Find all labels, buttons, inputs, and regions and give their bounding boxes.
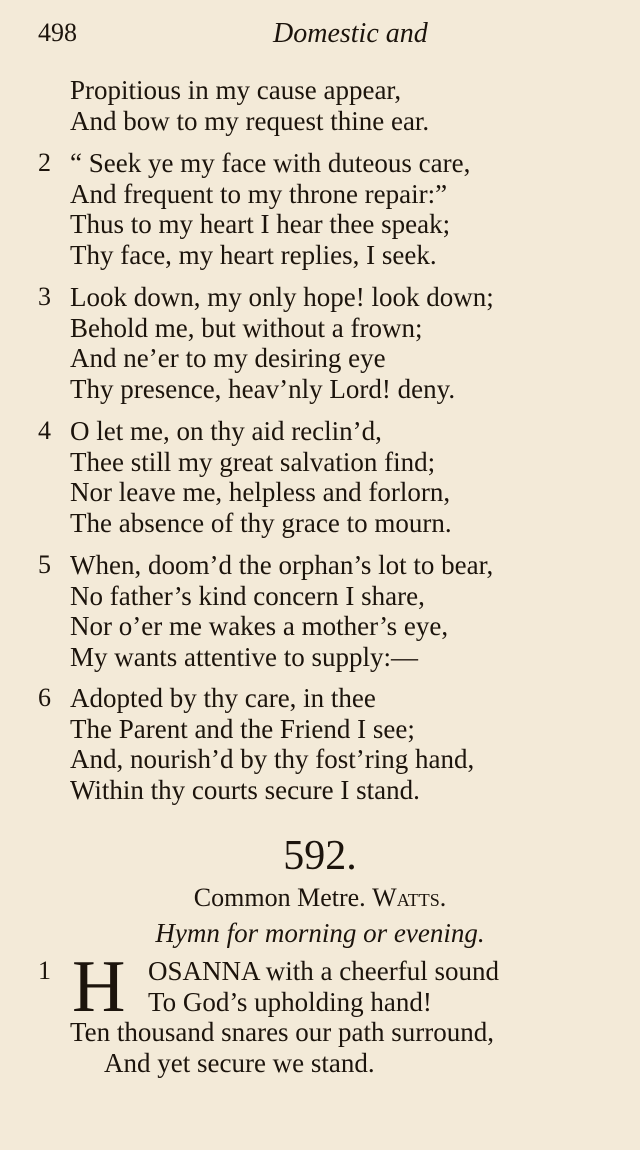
verse-line: Adopted by thy care, in thee	[70, 683, 376, 713]
verse-line: OSANNA with a cheerful sound	[148, 956, 499, 986]
stanza-number: 6	[38, 683, 51, 712]
verse-line: Thy presence, heav’nly Lord! deny.	[70, 374, 456, 404]
verse-line: And bow to my request thine ear.	[70, 106, 430, 136]
verse-line: And yet secure we stand.	[104, 1048, 375, 1078]
verse-line: To God’s upholding hand!	[148, 987, 432, 1017]
verse-line: Look down, my only hope! look down;	[70, 282, 494, 312]
hymn-subtitle: Hymn for morning or evening.	[155, 918, 485, 948]
verse-line: Behold me, but without a frown;	[70, 313, 423, 343]
stanza-number: 1	[38, 956, 51, 985]
stanza-number: 5	[38, 550, 51, 579]
hymn-number: 592.	[283, 833, 357, 879]
verse-line: And, nourish’d by thy fost’ring hand,	[70, 744, 475, 774]
verse-line: No father’s kind concern I share,	[70, 581, 425, 611]
hymn-author: Watts.	[372, 883, 447, 912]
running-title: Domestic and	[273, 18, 428, 49]
verse-line: And ne’er to my desiring eye	[70, 343, 386, 373]
hymn-meter: Common Metre.	[193, 883, 366, 912]
verse-line: Nor o’er me wakes a mother’s eye,	[70, 611, 449, 641]
verse-line: Ten thousand snares our path surround,	[70, 1017, 495, 1047]
verse-line: Nor leave me, helpless and forlorn,	[70, 477, 451, 507]
drop-cap: H	[72, 946, 126, 1028]
verse-line: When, doom’d the orphan’s lot to bear,	[70, 550, 494, 580]
stanza-number: 3	[38, 282, 51, 311]
verse-line: “ Seek ye my face with duteous care,	[70, 148, 471, 178]
stanza-number: 2	[38, 148, 51, 177]
verse-line: The Parent and the Friend I see;	[70, 714, 415, 744]
verse-line: Thee still my great salvation find;	[70, 447, 436, 477]
stanza-number: 4	[38, 416, 51, 445]
verse-line: O let me, on thy aid reclin’d,	[70, 416, 382, 446]
verse-line: Thus to my heart I hear thee speak;	[70, 209, 451, 239]
page-header	[38, 18, 598, 58]
verse-line: The absence of thy grace to mourn.	[70, 508, 452, 538]
verse-line: Propitious in my cause appear,	[70, 75, 402, 105]
hymn-meter-line	[0, 883, 640, 913]
page-number: 498	[38, 18, 77, 47]
verse-line: And frequent to my throne repair:”	[70, 179, 448, 209]
verse-line: Within thy courts secure I stand.	[70, 775, 420, 805]
verse-line: My wants attentive to supply:—	[70, 642, 418, 672]
verse-line: Thy face, my heart replies, I seek.	[70, 240, 437, 270]
